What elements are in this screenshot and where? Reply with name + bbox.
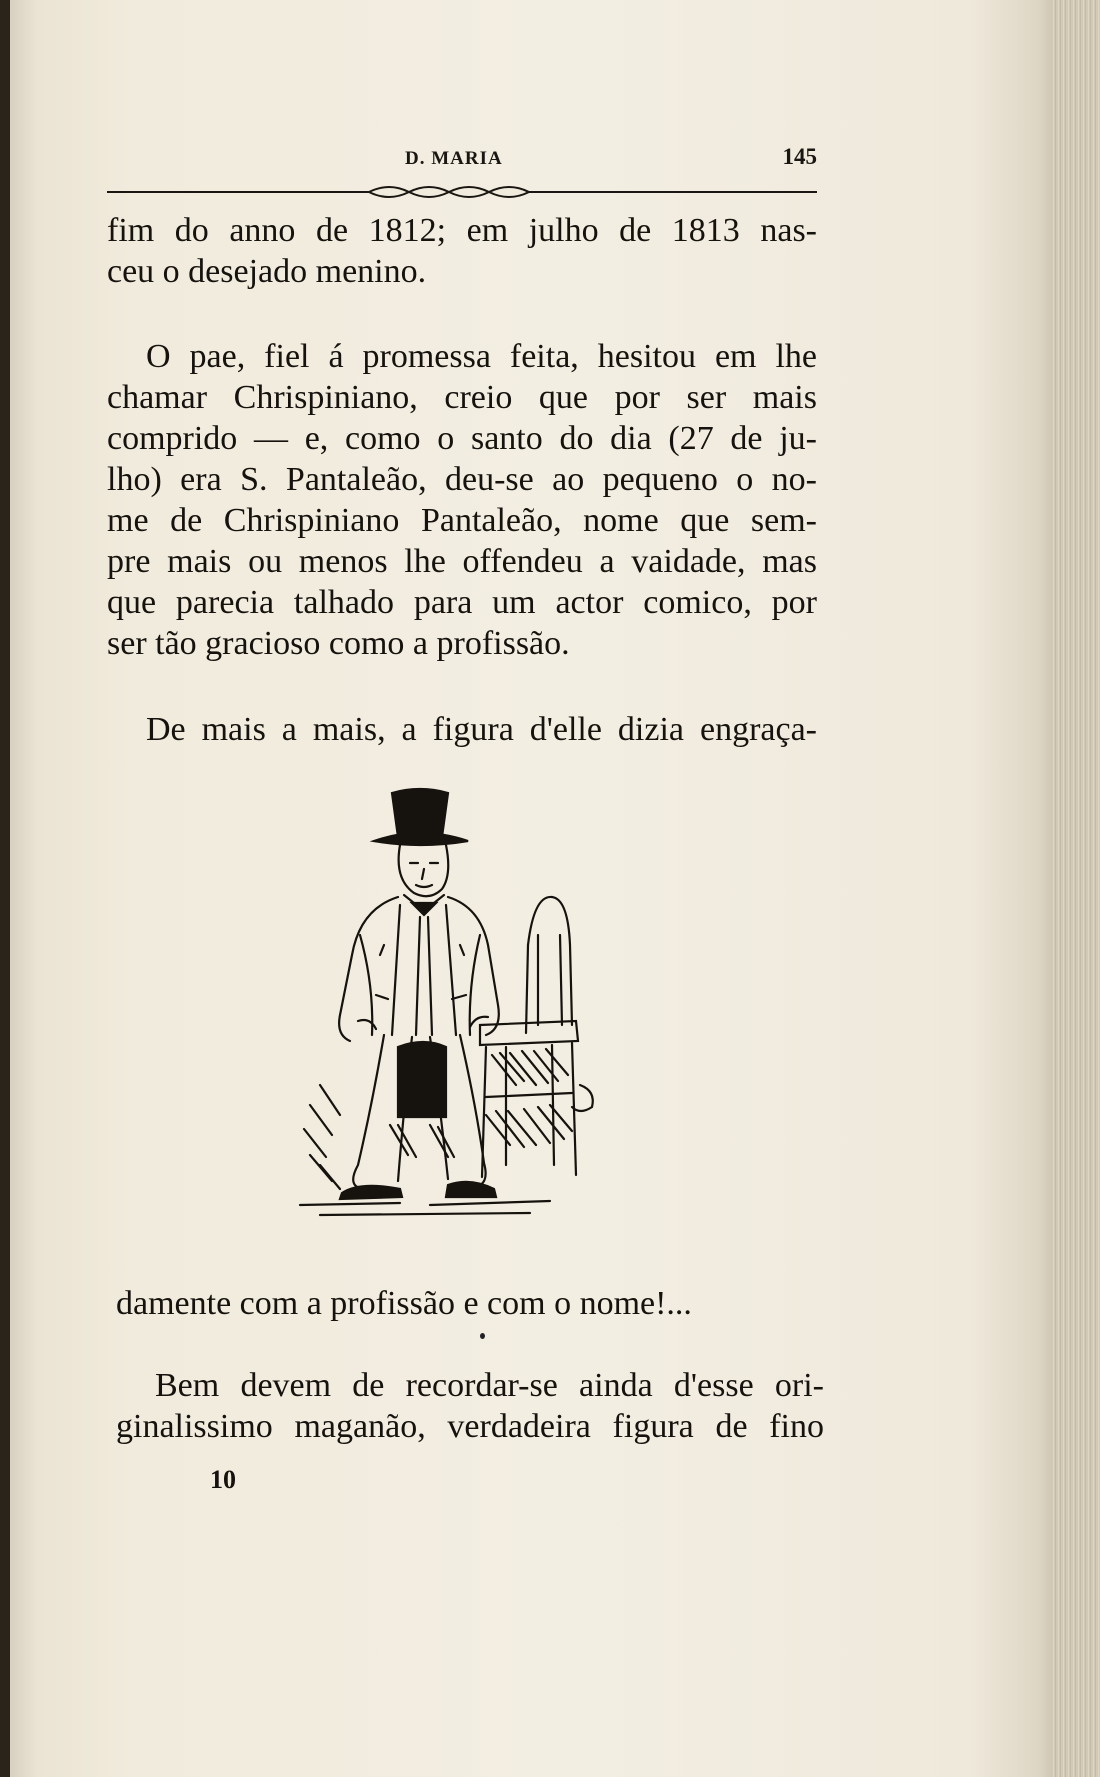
paragraph-3 (107, 709, 817, 750)
text-line: lho) era S. Pantaleão, deu-se ao pequeno o no- (107, 461, 817, 498)
ink-speck (480, 1333, 485, 1339)
text-line: ginalissimo maganão, verdadeira figura de fino (116, 1408, 824, 1445)
page-number: 145 (782, 144, 817, 169)
book-spine (0, 0, 10, 1777)
text-line: comprido — e, como o santo do dia (27 de ju- (107, 420, 817, 457)
paragraph-5 (116, 1365, 824, 1447)
text-line: fim do anno de 1812; em julho de 1813 nas- (107, 212, 817, 249)
text-line: damente com a profissão e com o nome!... (116, 1285, 692, 1322)
text-line: O pae, fiel á promessa feita, hesitou em lhe (146, 338, 817, 375)
text-line: pre mais ou menos lhe offendeu a vaidade, mas (107, 543, 817, 580)
text-line: ser tão gracioso como a profissão. (107, 625, 570, 662)
page-edges (1052, 0, 1100, 1777)
woodcut-illustration (280, 785, 640, 1245)
paragraph-1 (107, 210, 817, 292)
text-line: Bem devem de recordar-se ainda d'esse ori- (155, 1367, 824, 1404)
page-header (107, 144, 817, 176)
text-line: ceu o desejado menino. (107, 253, 427, 290)
paragraph-4 (116, 1283, 824, 1324)
text-line: chamar Chrispiniano, creio que por ser mais (107, 379, 817, 416)
paragraph-2 (107, 336, 817, 664)
text-line: me de Chrispiniano Pantaleão, nome que sem- (107, 502, 817, 539)
text-line: De mais a mais, a figura d'elle dizia engraça- (146, 711, 817, 748)
text-line: que parecia talhado para um actor comico, por (107, 584, 817, 621)
running-head: D. MARIA (405, 148, 503, 169)
signature-mark: 10 (210, 1465, 236, 1494)
ornamental-rule (107, 180, 817, 204)
